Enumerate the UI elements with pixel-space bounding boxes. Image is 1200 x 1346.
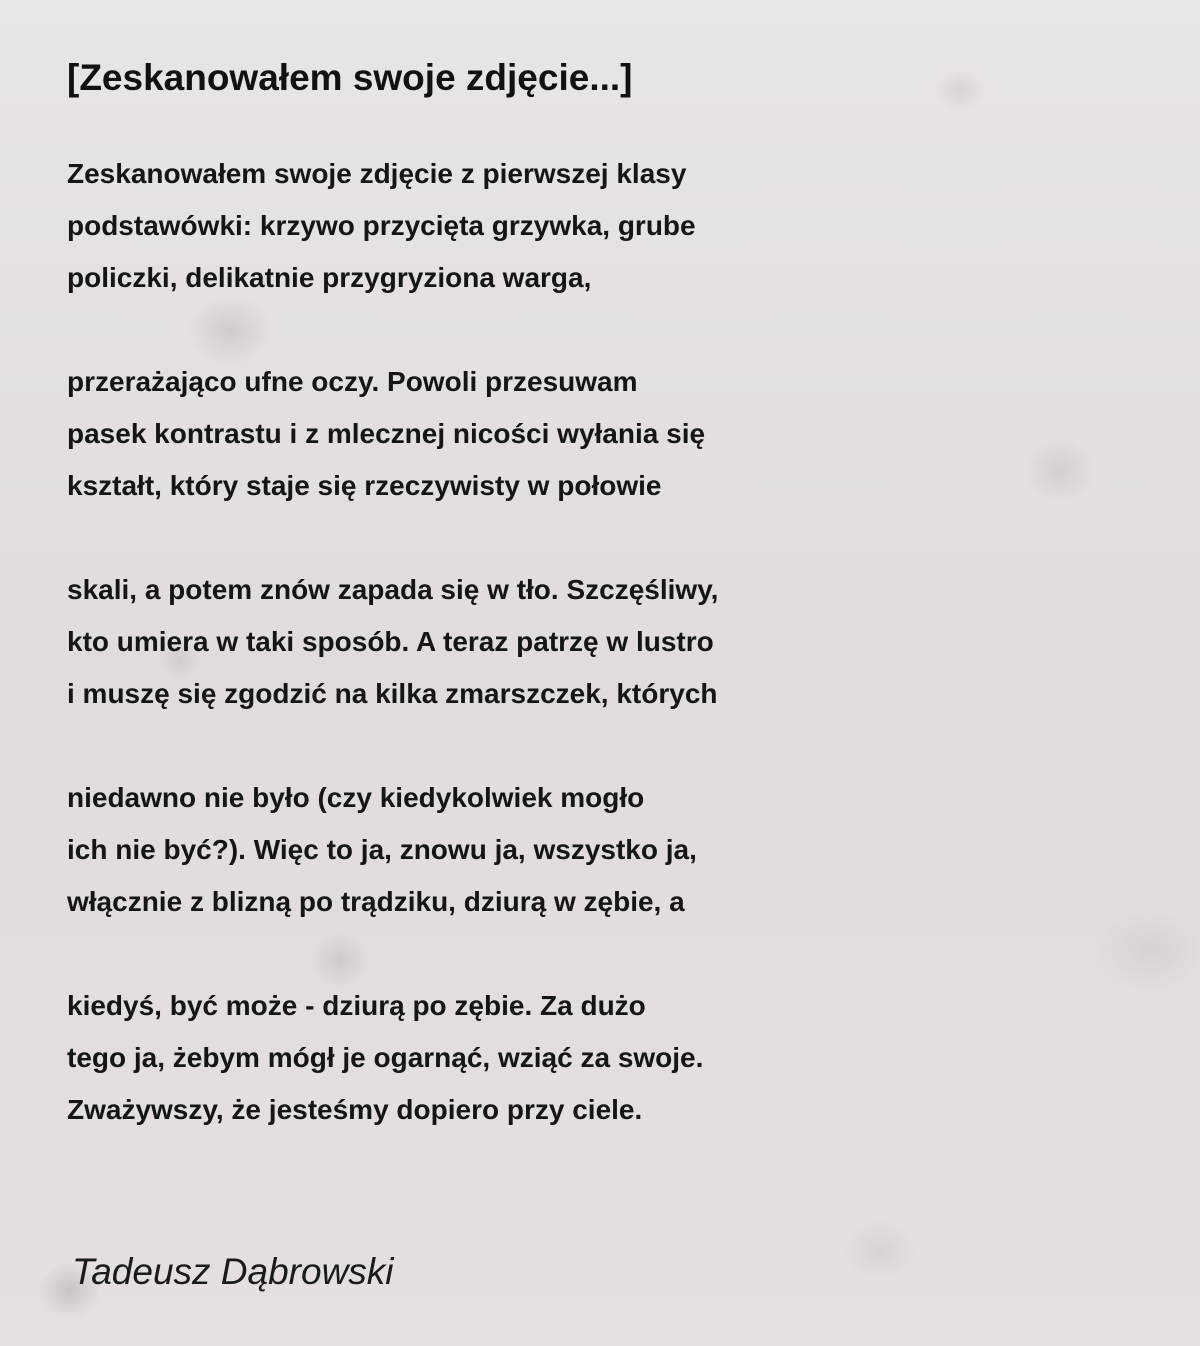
- poem-line: kto umiera w taki sposób. A teraz patrzę w lustro: [67, 626, 714, 657]
- poem-line: policzki, delikatnie przygryziona warga,: [67, 262, 592, 293]
- poem-line: skali, a potem znów zapada się w tło. Szczęśliwy,: [67, 574, 719, 605]
- poem-line: przerażająco ufne oczy. Powoli przesuwam: [67, 366, 638, 397]
- stanza-5: [67, 980, 1147, 1136]
- stanza-1: [67, 148, 1147, 304]
- poem-line: kształt, który staje się rzeczywisty w połowie: [67, 470, 662, 501]
- poem-title: [Zeskanowałem swoje zdjęcie...]: [67, 57, 633, 98]
- poem-line: podstawówki: krzywo przycięta grzywka, grube: [67, 210, 696, 241]
- poem-line: ich nie być?). Więc to ja, znowu ja, wszystko ja,: [67, 834, 697, 865]
- poem-line: włącznie z blizną po trądziku, dziurą w zębie, a: [67, 886, 685, 917]
- poem-line: pasek kontrastu i z mlecznej nicości wyłania się: [67, 418, 706, 449]
- poem-line: i muszę się zgodzić na kilka zmarszczek, których: [67, 678, 718, 709]
- poem-line: Zeskanowałem swoje zdjęcie z pierwszej klasy: [67, 158, 687, 189]
- poem-line: kiedyś, być może - dziurą po zębie. Za dużo: [67, 990, 646, 1021]
- poem-author: Tadeusz Dąbrowski: [72, 1251, 394, 1292]
- poem-line: tego ja, żebym mógł je ogarnąć, wziąć za swoje.: [67, 1042, 704, 1073]
- stanza-2: [67, 356, 1147, 512]
- stanza-3: [67, 564, 1147, 720]
- stanza-4: [67, 772, 1147, 928]
- poem-line: Zważywszy, że jesteśmy dopiero przy ciele.: [67, 1094, 643, 1125]
- poem-line: niedawno nie było (czy kiedykolwiek mogło: [67, 782, 645, 813]
- poem: [67, 52, 1147, 1188]
